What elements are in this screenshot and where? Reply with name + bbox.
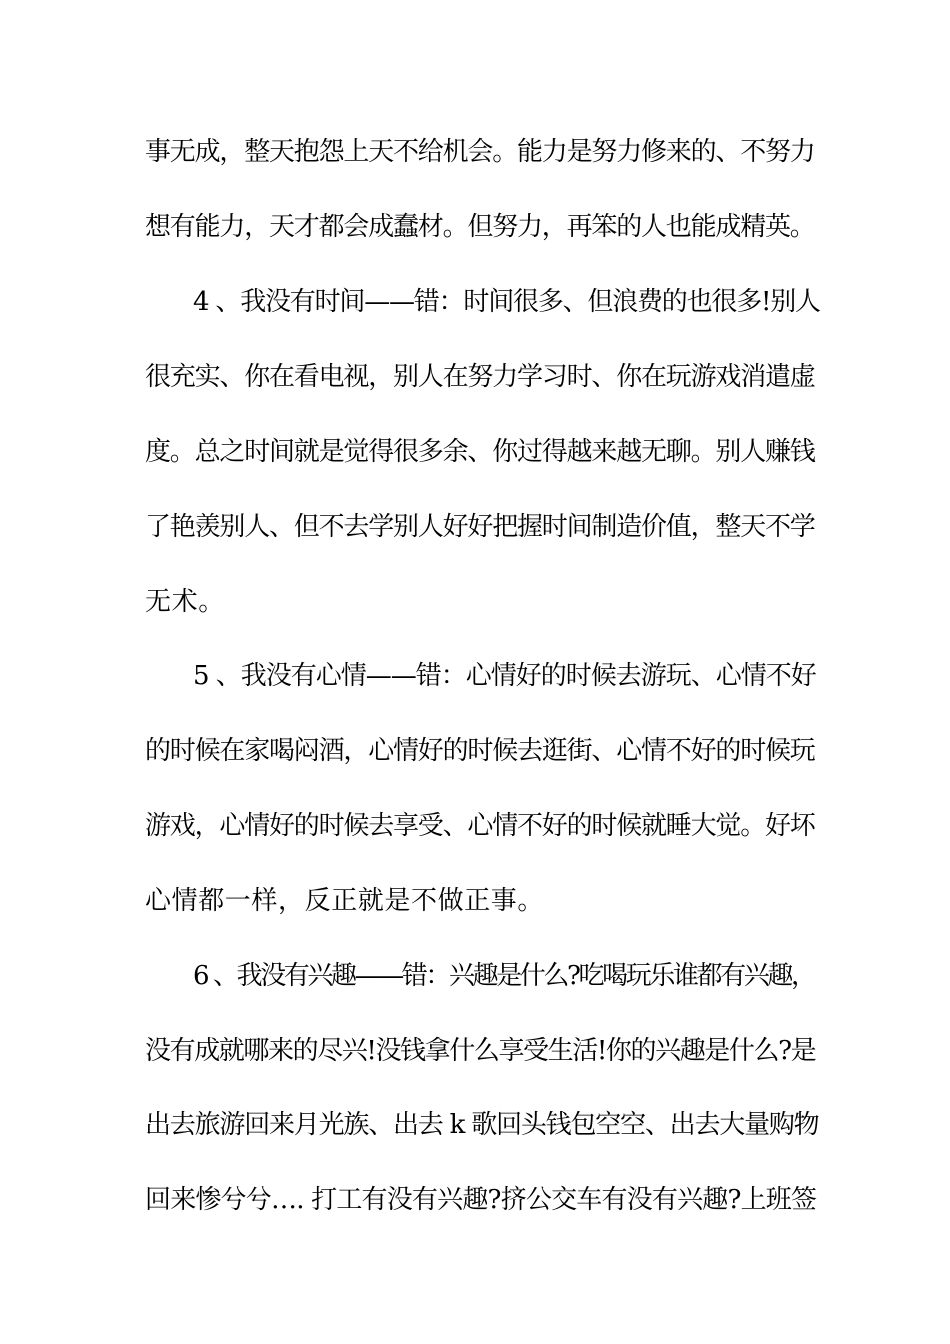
text-line: 了艳羡别人、但不去学别人好好把握时间制造价值，整天不学	[145, 512, 815, 542]
text-line: 没有成就哪来的尽兴!没钱拿什么享受生活!你的兴趣是什么?是	[145, 1036, 816, 1066]
text-line: 游戏，心情好的时候去享受、心情不好的时候就睡大觉。好坏	[145, 811, 815, 841]
text-line: 心情都一样，反正就是不做正事。	[145, 886, 545, 916]
text-line: 度。总之时间就是觉得很多余、你过得越来越无聊。别人赚钱	[145, 437, 815, 467]
paragraph-5-start: 5 、我没有心情——错：心情好的时候去游玩、心情不好	[193, 661, 816, 691]
paragraph-6-start: 6 、我没有兴趣——错：兴趣是什么?吃喝玩乐谁都有兴趣，	[193, 961, 815, 991]
text-line: 无术。	[145, 587, 225, 617]
text-line: 出去旅游回来月光族、出去 k 歌回头钱包空空、出去大量购物	[145, 1110, 819, 1140]
text-line: 想有能力，天才都会成蠢材。但努力，再笨的人也能成精英。	[145, 212, 815, 242]
text-line: 事无成，整天抱怨上天不给机会。能力是努力修来的、不努力	[145, 137, 815, 167]
paragraph-4-start: 4 、我没有时间——错：时间很多、但浪费的也很多!别人	[193, 287, 820, 317]
text-line: 的时候在家喝闷酒，心情好的时候去逛街、心情不好的时候玩	[145, 736, 815, 766]
text-line: 很充实、你在看电视，别人在努力学习时、你在玩游戏消遣虚	[145, 362, 815, 392]
text-line: 回来惨兮兮…. 打工有没有兴趣?挤公交车有没有兴趣?上班签	[145, 1185, 817, 1215]
